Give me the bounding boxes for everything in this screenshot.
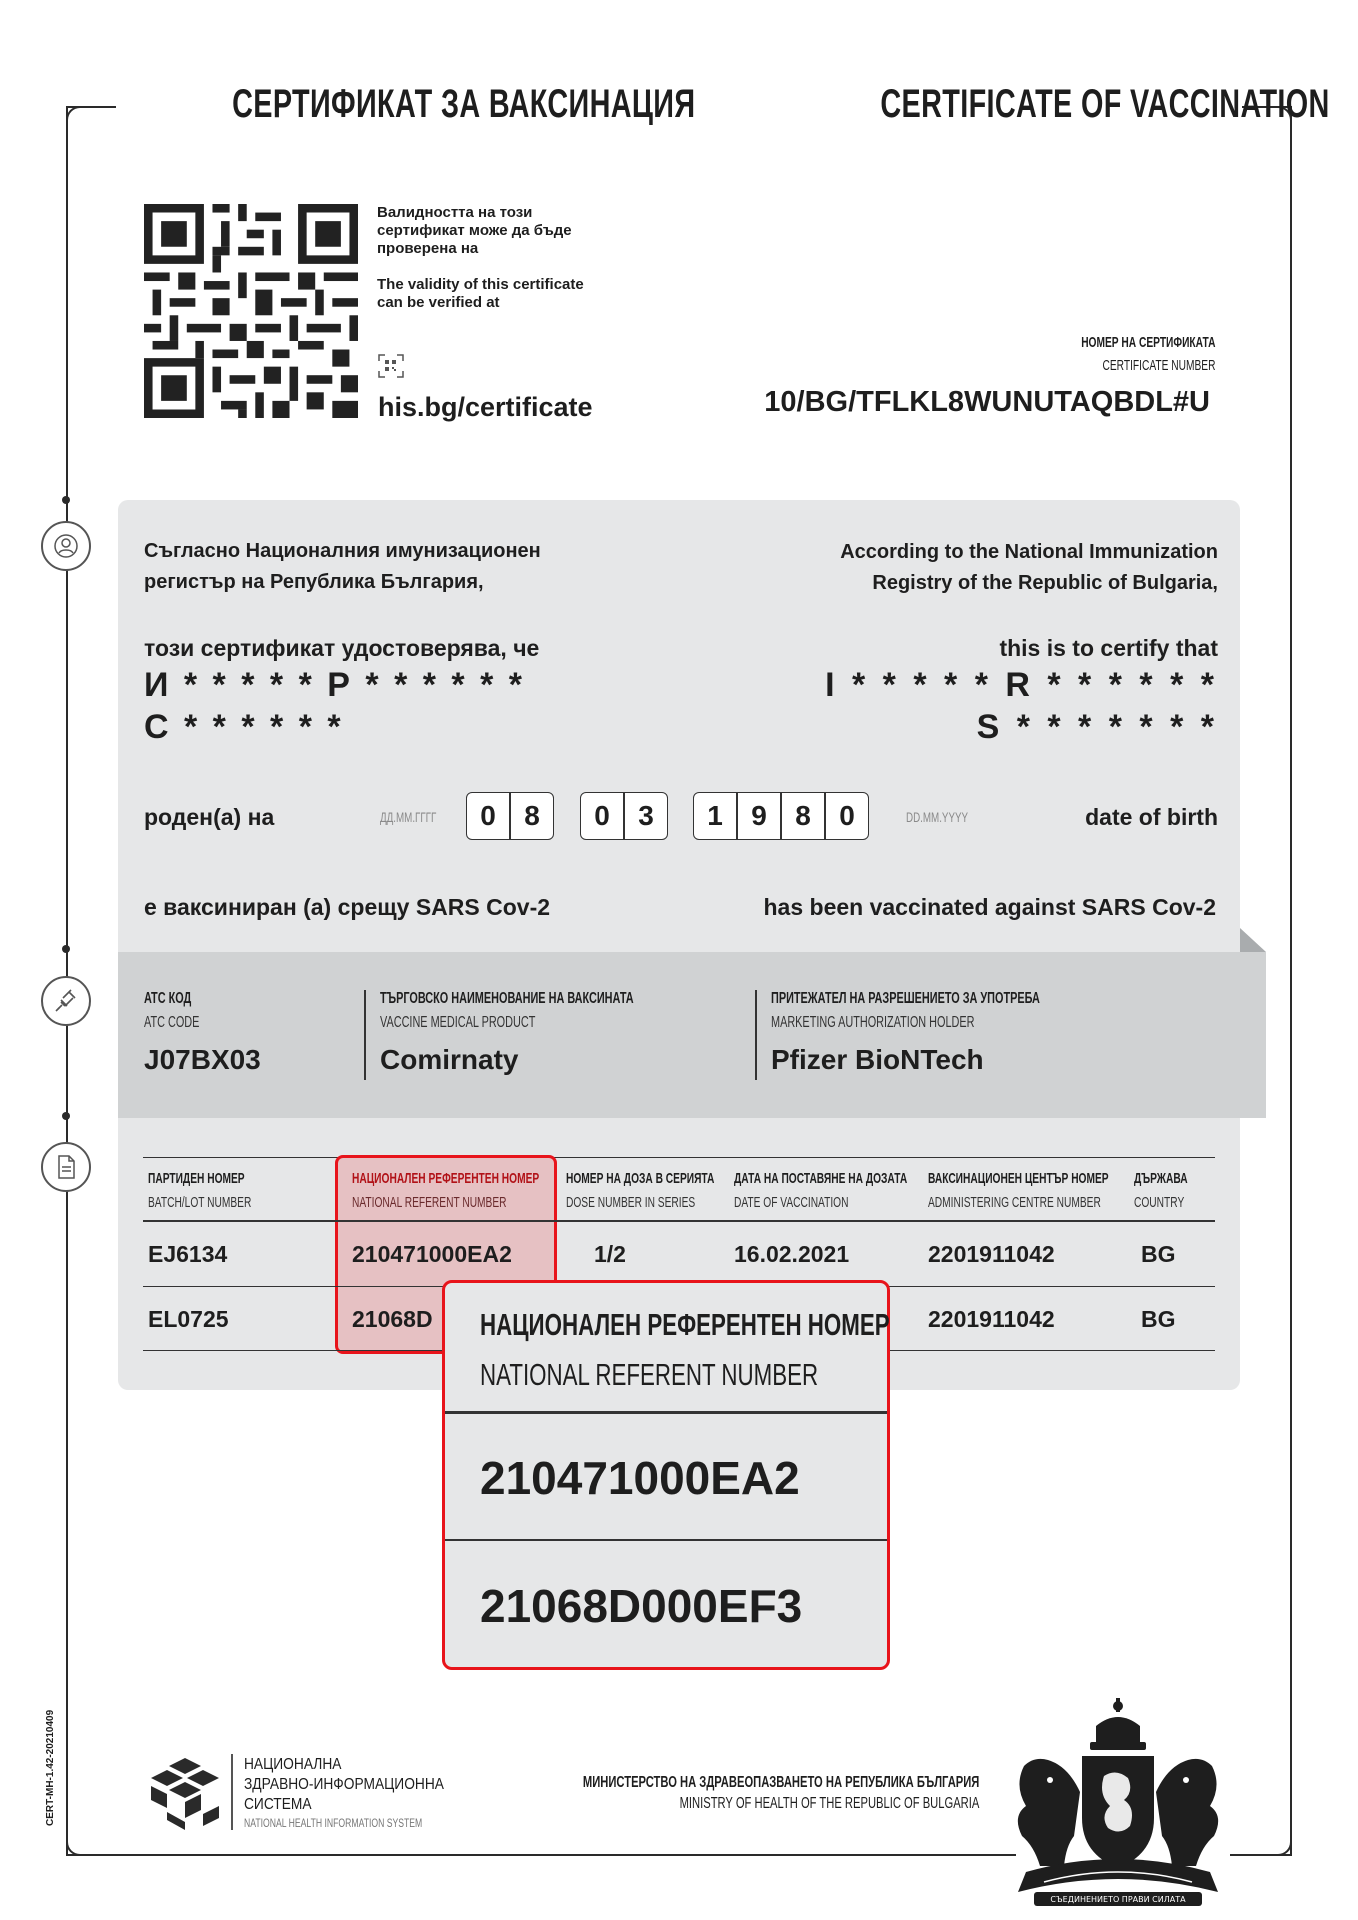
title-bg: СЕРТИФИКАТ ЗА ВАКСИНАЦИЯ xyxy=(232,82,696,126)
timeline-dot xyxy=(62,1112,70,1120)
coat-of-arms-motto: СЪЕДИНЕНИЕТО ПРАВИ СИЛАТА xyxy=(1050,1895,1186,1904)
callout-divider xyxy=(445,1539,887,1541)
table-cell-batch: EL0725 xyxy=(148,1306,229,1332)
table-cell-date: 16.02.2021 xyxy=(734,1241,850,1267)
callout-value-1: 210471000EA2 xyxy=(480,1452,800,1504)
vaccinated-bg: е ваксиниран (а) срещу SARS Cov-2 xyxy=(144,894,551,920)
verify-text-en: The validity of this certificate can be verified at xyxy=(377,276,584,311)
birth-label-bg: роден(а) на xyxy=(144,804,275,830)
vaccinated-en: has been vaccinated against SARS Cov-2 xyxy=(763,894,1216,920)
col-header-country-bg: ДЪРЖАВА xyxy=(1134,1170,1188,1187)
nhis-logo-icon xyxy=(143,1756,227,1832)
col-header-batch-en: BATCH/LOT NUMBER xyxy=(148,1194,252,1211)
birth-format-bg: ДД.ММ.ГГГГ xyxy=(380,809,437,825)
vaccine-name-value: Comirnaty xyxy=(380,1044,519,1075)
birth-digit: 1 xyxy=(693,792,737,840)
col-header-dose-bg: НОМЕР НА ДОЗА В СЕРИЯТА xyxy=(566,1170,715,1187)
cert-number-label: НОМЕР НА СЕРТИФИКАТА CERTIFICATE NUMBER xyxy=(1080,334,1215,374)
person-icon xyxy=(41,521,91,571)
table-cell-country: BG xyxy=(1141,1241,1176,1267)
nhis-name-en: NATIONAL HEALTH INFORMATION SYSTEM xyxy=(244,1816,423,1830)
birth-digit: 0 xyxy=(580,792,624,840)
syringe-icon xyxy=(41,976,91,1026)
nhis-divider xyxy=(231,1754,233,1830)
col-header-ref-bg: НАЦИОНАЛЕН РЕФЕРЕНТЕН НОМЕР xyxy=(352,1170,540,1187)
frame-corner xyxy=(66,106,84,124)
col-header-batch-bg: ПАРТИДЕН НОМЕР xyxy=(148,1170,245,1187)
panel-fold xyxy=(1240,928,1266,952)
col-header-date-en: DATE OF VACCINATION xyxy=(734,1194,849,1211)
verify-text-bg: Валидността на този сертификат може да бъде проверена на xyxy=(377,204,572,257)
product-band xyxy=(118,952,1266,1118)
intro-bg: Съгласно Националния имунизационен регистър на Република България, xyxy=(144,540,541,593)
coat-of-arms-emblem xyxy=(1004,1696,1232,1912)
referent-number-zoom-callout xyxy=(442,1280,890,1670)
atc-value: J07BX03 xyxy=(144,1044,261,1075)
table-cell-dose: 1/2 xyxy=(594,1241,626,1267)
frame-right xyxy=(1290,106,1292,1856)
col-header-centre-en: ADMINISTERING CENTRE NUMBER xyxy=(928,1194,1101,1211)
col-header-date-bg: ДАТА НА ПОСТАВЯНЕ НА ДОЗАТА xyxy=(734,1170,908,1187)
ministry-name: МИНИСТЕРСТВО НА ЗДРАВЕОПАЗВАНЕТО НА РЕПУБЛИКА БЪЛГАРИЯ MINISTRY OF HEALTH OF THE REPUBLIC OF BULGARIA xyxy=(582,1774,979,1812)
document-icon xyxy=(41,1142,91,1192)
person-name-bg-line2: С * * * * * * xyxy=(144,708,344,746)
holder-label-en: MARKETING AUTHORIZATION HOLDER xyxy=(771,1014,975,1031)
table-cell-ref: 21068D xyxy=(352,1306,433,1332)
col-header-ref-en: NATIONAL REFERENT NUMBER xyxy=(352,1194,507,1211)
birth-digit: 3 xyxy=(624,792,668,840)
form-code: CERT-MH-1.42-20210409 xyxy=(45,1709,56,1826)
holder-value: Pfizer BioNTech xyxy=(771,1044,984,1075)
certify-en: this is to certify that xyxy=(999,635,1218,661)
certificate-panel xyxy=(118,500,1240,1390)
band-divider xyxy=(364,990,366,1080)
birth-digit: 8 xyxy=(510,792,554,840)
table-top-line xyxy=(143,1157,1215,1158)
callout-value-2: 21068D000EF3 xyxy=(480,1580,803,1632)
vaccine-name-label-bg: ТЪРГОВСКО НАИМЕНОВАНИЕ НА ВАКСИНАТА xyxy=(380,990,634,1007)
birth-digit: 8 xyxy=(781,792,825,840)
person-name-en-line1: I * * * * * R * * * * * * xyxy=(825,666,1218,704)
atc-label-en: ATC CODE xyxy=(144,1014,200,1031)
verify-url-link[interactable]: his.bg/certificate xyxy=(378,392,593,422)
holder-label-bg: ПРИТЕЖАТЕЛ НА РАЗРЕШЕНИЕТО ЗА УПОТРЕБА xyxy=(771,990,1040,1007)
birth-digit: 0 xyxy=(466,792,510,840)
birth-digit: 0 xyxy=(825,792,869,840)
birth-format-en: DD.MM.YYYY xyxy=(906,809,969,825)
table-cell-country: BG xyxy=(1141,1306,1176,1332)
table-cell-batch: EJ6134 xyxy=(148,1241,228,1267)
callout-divider xyxy=(445,1411,887,1414)
person-name-en-line2: S * * * * * * * xyxy=(976,708,1218,746)
person-name-bg-line1: И * * * * * Р * * * * * * xyxy=(144,666,526,704)
timeline-dot xyxy=(62,496,70,504)
col-header-country-en: COUNTRY xyxy=(1134,1194,1185,1211)
qr-scan-icon xyxy=(378,354,404,378)
timeline-dot xyxy=(62,945,70,953)
callout-label-en: NATIONAL REFERENT NUMBER xyxy=(480,1357,819,1392)
cert-number-value: 10/BG/TFLKL8WUNUTAQBDL#U xyxy=(764,386,1210,418)
qr-code xyxy=(144,204,358,418)
table-cell-centre: 2201911042 xyxy=(928,1241,1055,1267)
birth-label-en: date of birth xyxy=(1085,804,1218,830)
vaccine-name-label-en: VACCINE MEDICAL PRODUCT xyxy=(380,1014,536,1031)
birth-digit: 9 xyxy=(737,792,781,840)
intro-en: According to the National Immunization Registry of the Republic of Bulgaria, xyxy=(840,541,1218,594)
certify-bg: този сертификат удостоверява, че xyxy=(144,635,540,661)
frame-bottom xyxy=(66,1854,1016,1856)
table-cell-ref: 210471000EA2 xyxy=(352,1241,512,1267)
atc-label-bg: ATC КОД xyxy=(144,990,192,1007)
col-header-centre-bg: ВАКСИНАЦИОНЕН ЦЕНТЪР НОМЕР xyxy=(928,1170,1109,1187)
table-cell-centre: 2201911042 xyxy=(928,1306,1055,1332)
nhis-name: НАЦИОНАЛНА ЗДРАВНО-ИНФОРМАЦИОННА СИСТЕМА xyxy=(244,1756,444,1813)
table-header-line xyxy=(143,1220,1215,1222)
band-divider xyxy=(755,990,757,1080)
callout-label-bg: НАЦИОНАЛЕН РЕФЕРЕНТЕН НОМЕР xyxy=(480,1307,890,1342)
col-header-dose-en: DOSE NUMBER IN SERIES xyxy=(566,1194,696,1211)
title-en: CERTIFICATE OF VACCINATION xyxy=(880,82,1330,126)
